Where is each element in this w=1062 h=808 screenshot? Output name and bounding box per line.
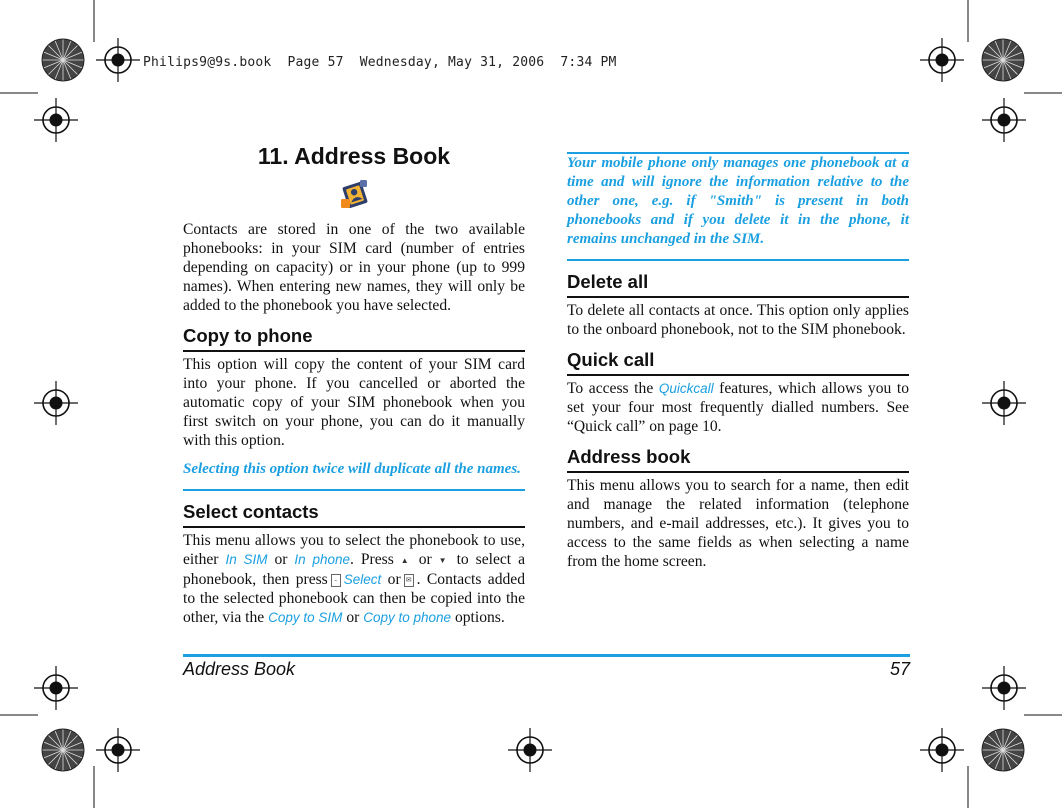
chapter-intro: Contacts are stored in one of the two available phonebooks: in your SIM card (number of entries depending on capacity) or in your phone (up to 999 names). When entering new names, they will only be added to the phonebook you have selected. [183, 221, 525, 314]
delete-all-heading: Delete all [567, 271, 909, 298]
text-segment: features, which allows you to set your four most frequently dialled numbers. See “Quick call” on page 10. [567, 380, 910, 435]
address-book-icon [336, 176, 372, 212]
ok-key-icon: ✉ [404, 574, 414, 587]
text-segment: to select a phonebook, then press [183, 551, 525, 588]
copy-to-phone-heading: Copy to phone [183, 325, 525, 352]
quick-call-text [567, 379, 909, 436]
quick-call-heading: Quick call [567, 349, 909, 376]
quickcall-link: Quickcall [658, 381, 714, 396]
text-segment: or [346, 608, 360, 626]
copy-to-phone-note: Selecting this option twice will duplicate all the names. [183, 458, 525, 491]
select-softkey-label: Select [343, 571, 382, 587]
text-segment: or [418, 551, 432, 568]
text-segment: To access the [567, 380, 654, 397]
text-segment: or [387, 570, 401, 588]
address-book-heading: Address book [567, 446, 909, 473]
in-phone-option: In phone [294, 552, 351, 567]
footer-title: Address Book [183, 659, 296, 679]
right-column [567, 150, 909, 579]
page-number: 57 [889, 659, 910, 679]
select-contacts-text [183, 531, 525, 627]
print-header: Philips9@9s.book Page 57 Wednesday, May 31, 2006 7:34 PM [143, 55, 617, 70]
in-sim-option: In SIM [225, 552, 268, 567]
up-arrow-icon: ▲ [400, 555, 412, 565]
text-segment: . Contacts added to the selected phonebook can then be copied into the other, via the [183, 570, 526, 626]
chapter-title: 11. Address Book [257, 143, 451, 169]
copy-to-sim-option: Copy to SIM [268, 609, 343, 625]
text-segment: options. [454, 608, 505, 626]
phonebook-note: Your mobile phone only manages one phonebook at a time and will ignore the information relative to the other one, e.g. if "Smith" is present in both phonebooks and if you delete it in the phone, it remains unchanged in the SIM. [567, 152, 909, 261]
delete-all-text: To delete all contacts at once. This option only applies to the onboard phonebook, not to the SIM phonebook. [567, 302, 909, 338]
footer-rule [183, 654, 910, 657]
left-column [183, 140, 525, 635]
text-segment: This menu allows you to select the phonebook to use, either [183, 532, 525, 568]
text-segment: . Press [350, 551, 394, 568]
address-book-text: This menu allows you to search for a name, then edit and manage the related information (telephone numbers, and e-mail addresses, etc.). It gives you to access to the same fields as when selecting a name from the home screen. [567, 477, 909, 570]
select-contacts-heading: Select contacts [183, 501, 525, 528]
text-segment: or [274, 551, 288, 568]
down-arrow-icon: ▼ [438, 555, 450, 565]
copy-to-phone-text: This option will copy the content of your SIM card into your phone. If you cancelled or aborted the automatic copy of your SIM phonebook when you first switch on your phone, you can do it manually with this option. [183, 356, 525, 449]
left-softkey-icon: - [331, 574, 341, 587]
copy-to-phone-option: Copy to phone [363, 609, 452, 625]
